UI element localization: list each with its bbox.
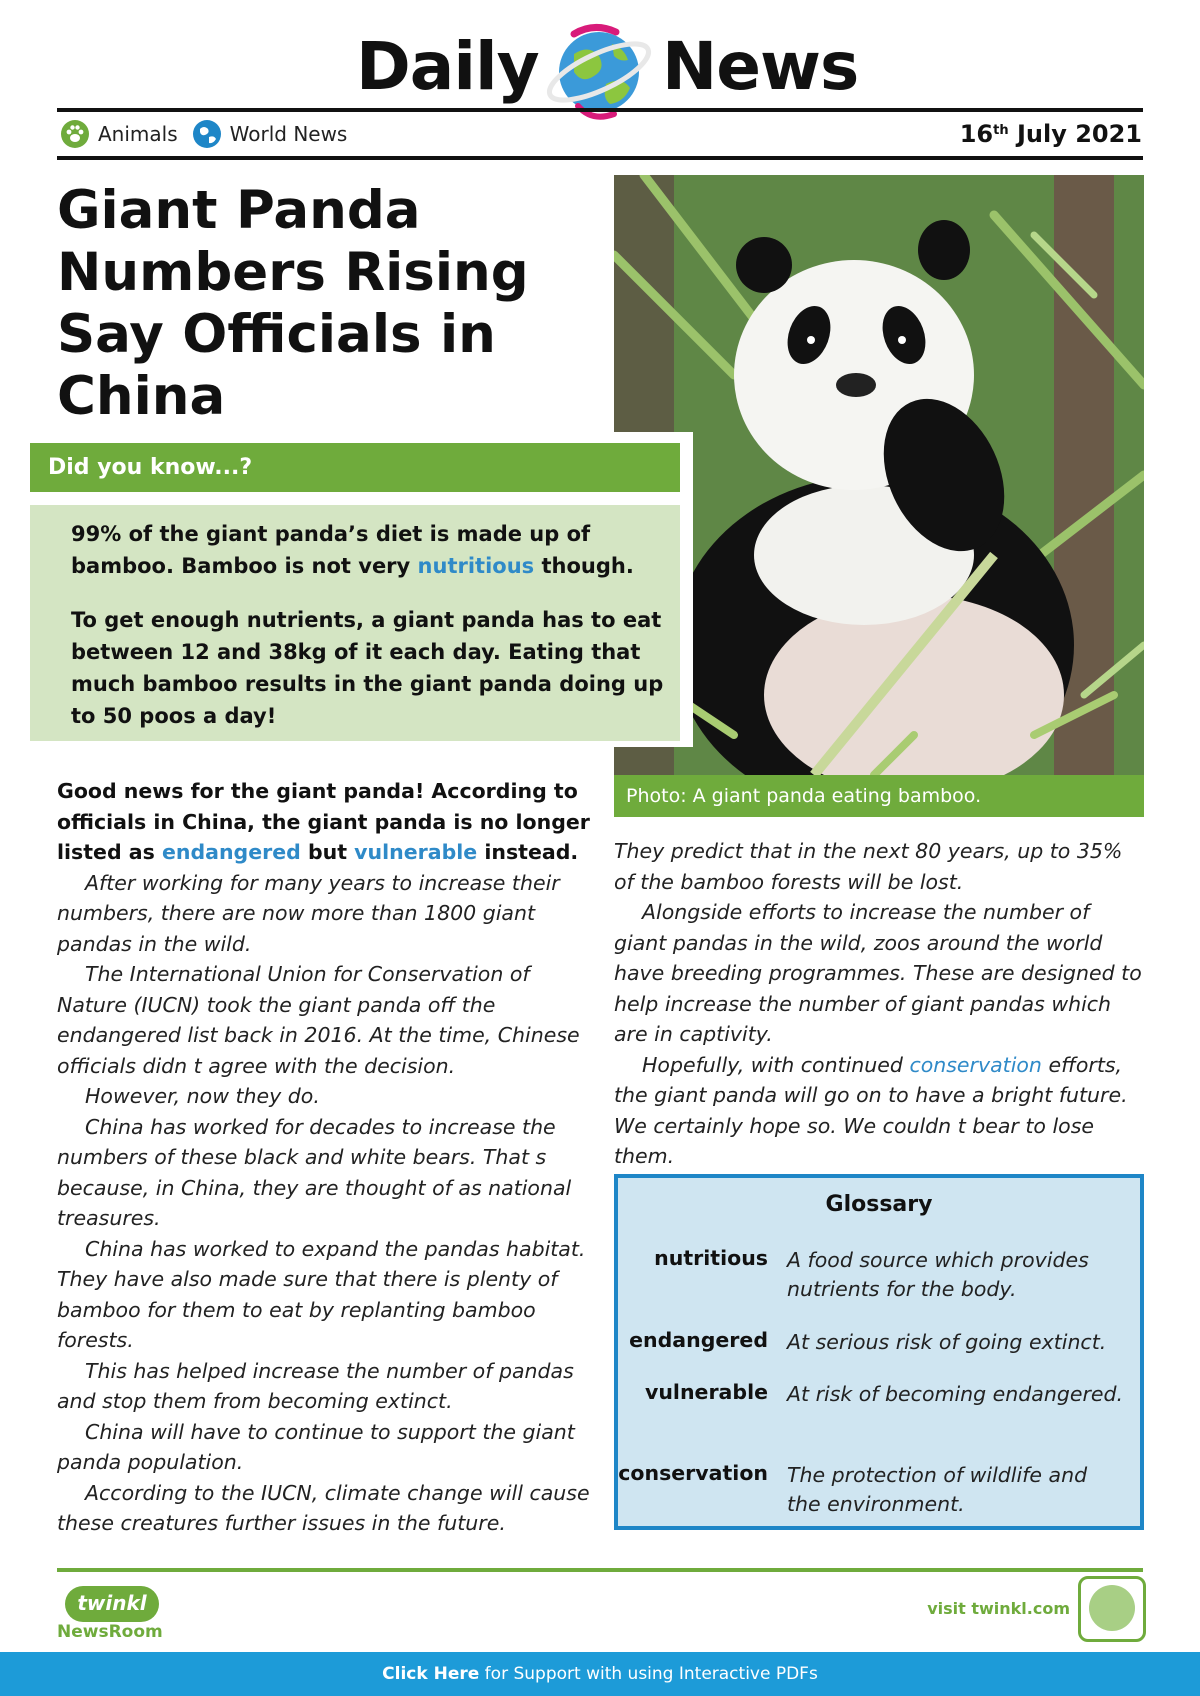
date-suffix: th	[993, 123, 1009, 138]
article-paragraph: After working for many years to increase their numbers, there are now more than 1800 giant pandas in the wild.	[57, 870, 560, 956]
article-paragraph	[614, 1050, 1144, 1172]
headline-line: Numbers Rising	[57, 242, 529, 303]
glossary-link-nutritious[interactable]: nutritious	[417, 554, 535, 578]
support-link[interactable]: Click Here	[382, 1664, 480, 1684]
glossary-title: Glossary	[825, 1192, 933, 1217]
article-paragraph: This has helped increase the number of pandas and stop them from becoming extinct.	[57, 1358, 574, 1413]
glossary-term: endangered	[629, 1328, 768, 1352]
approval-badge-icon	[1078, 1576, 1146, 1642]
lead-text: Good news for the giant panda! According to officials in China, the giant panda is no longer listed as	[57, 779, 590, 864]
category-tags	[60, 117, 347, 151]
did-you-know-body	[30, 505, 680, 741]
article-paragraph: According to the IUCN, climate change will cause these creatures further issues in the future.	[57, 1480, 590, 1535]
brand-name: twinkl	[65, 1586, 159, 1622]
support-text: for Support with using Interactive PDFs	[479, 1664, 818, 1684]
masthead-bottom-rule	[57, 156, 1143, 160]
lead-text: but	[300, 840, 355, 864]
date-rest: July 2021	[1008, 120, 1142, 148]
glossary-definition: At risk of becoming endangered.	[787, 1382, 1124, 1406]
glossary-box	[614, 1174, 1144, 1530]
glossary-term: nutritious	[654, 1246, 768, 1270]
paragraph-text: efforts, the giant panda will go on to have a bright future. We certainly hope so. We couldn t bear to lose them.	[614, 1052, 1128, 1168]
article-lead	[57, 776, 597, 868]
article-column-right	[614, 836, 1144, 1172]
glossary-definition: At serious risk of going extinct.	[787, 1330, 1107, 1354]
glossary-term: conservation	[618, 1461, 768, 1485]
glossary-link-conservation[interactable]: conservation	[909, 1052, 1042, 1077]
article-headline	[57, 180, 617, 428]
article-paragraph: China has worked to expand the pandas habitat. They have also made sure that there is plenty of bamboo for them to eat by replanting bamboo forests.	[57, 1236, 586, 1352]
glossary-definition: A food source which provides nutrients for the body.	[787, 1248, 1089, 1301]
masthead-title-right: News	[662, 28, 859, 105]
glossary-link-endangered[interactable]: endangered	[161, 840, 301, 864]
tag-world-news-label: World News	[229, 122, 348, 146]
paragraph-text: Hopefully, with continued	[642, 1052, 910, 1077]
article-paragraph: They predict that in the next 80 years, up to 35% of the bamboo forests will be lost.	[614, 839, 1123, 894]
glossary-term: vulnerable	[644, 1380, 768, 1404]
article-column-left	[57, 776, 597, 1539]
masthead	[0, 10, 1200, 115]
article-paragraph: China will have to continue to support the giant panda population.	[57, 1419, 575, 1474]
article-paragraph: The International Union for Conservation of Nature (IUCN) took the giant panda off the endangered list back in 2016. At the time, Chinese officials didn t agree with the decision.	[57, 962, 580, 1078]
badge-seal	[1089, 1585, 1135, 1631]
brand-subtitle: NewsRoom	[57, 1622, 163, 1642]
support-link-bar[interactable]	[0, 1652, 1200, 1696]
date-day: 16	[959, 120, 994, 148]
footer-rule	[57, 1568, 1143, 1572]
article-paragraph: However, now they do.	[85, 1084, 320, 1108]
glossary-definition: The protection of wildlife and the environment.	[787, 1463, 1088, 1516]
fact-text: 99% of the giant panda’s diet is made up of bamboo. Bamboo is not very	[71, 522, 591, 578]
did-you-know-fact-1	[71, 518, 666, 582]
masthead-top-rule	[57, 108, 1143, 112]
twinkl-newsroom-logo[interactable]	[57, 1580, 177, 1646]
visit-link[interactable]: visit twinkl.com	[927, 1599, 1070, 1618]
issue-date	[960, 117, 1142, 151]
did-you-know-fact-2: To get enough nutrients, a giant panda has to eat between 12 and 38kg of it each day. Eating that much bamboo results in the giant panda doing up to 50 poos a day!	[71, 608, 664, 728]
masthead-title-left: Daily	[356, 28, 539, 105]
headline-line: China	[57, 366, 226, 427]
lead-text: instead.	[477, 840, 579, 864]
article-paragraph: China has worked for decades to increase the numbers of these black and white bears. That s because, in China, they are thought of as national treasures.	[57, 1114, 572, 1230]
panda-photo	[614, 175, 1144, 775]
headline-line: Say Officials in	[57, 304, 496, 365]
fact-text: though.	[534, 554, 634, 578]
tag-world-news[interactable]	[192, 119, 348, 149]
paw-icon	[60, 119, 90, 149]
glossary-link-vulnerable[interactable]: vulnerable	[354, 840, 478, 864]
photo-caption: Photo: A giant panda eating bamboo.	[614, 775, 1144, 817]
globe-icon	[192, 119, 222, 149]
tag-animals[interactable]	[60, 119, 178, 149]
headline-line: Giant Panda	[57, 180, 421, 241]
tag-animals-label: Animals	[98, 122, 178, 146]
did-you-know-title: Did you know...?	[30, 443, 680, 492]
article-paragraph: Alongside efforts to increase the number of giant pandas in the wild, zoos around the world have breeding programmes. These are designed to help increase the number of giant pandas which are in captivity.	[614, 900, 1142, 1046]
